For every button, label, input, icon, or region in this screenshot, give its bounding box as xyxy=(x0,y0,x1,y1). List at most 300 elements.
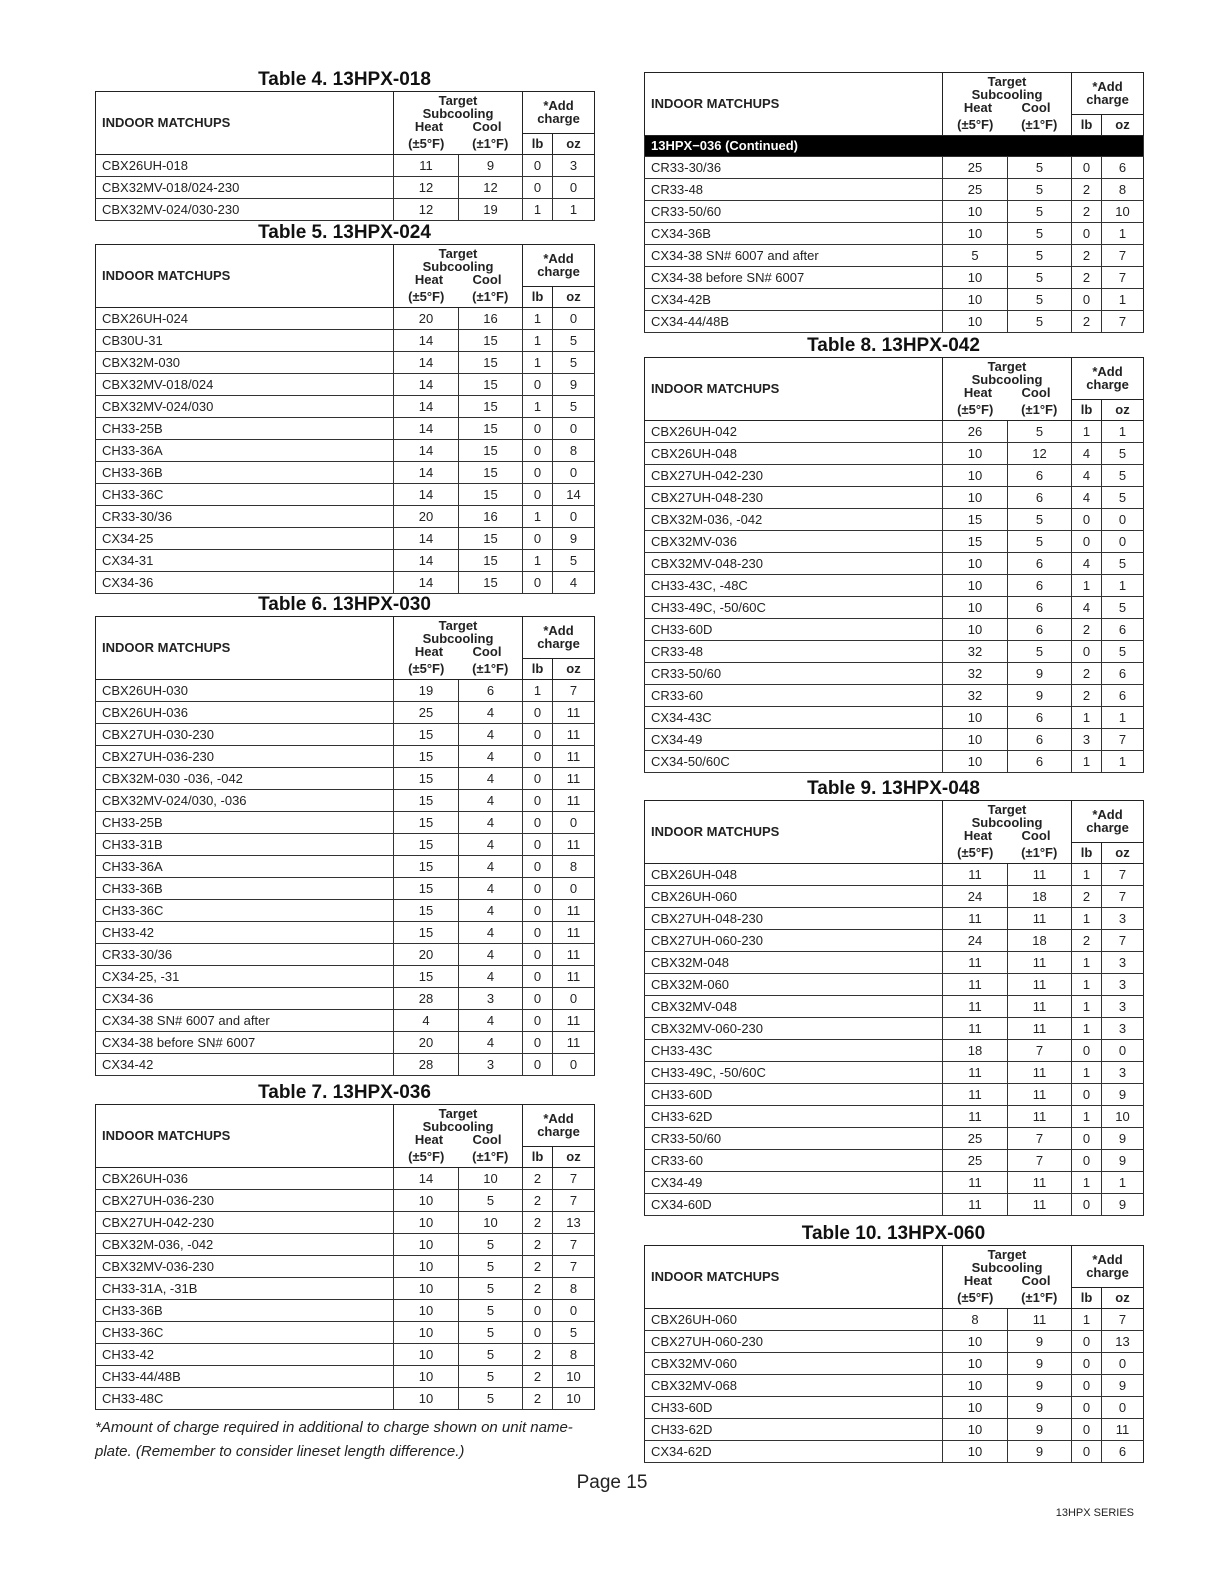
cool-subcooling: 4 xyxy=(459,789,523,811)
heat-subcooling: 14 xyxy=(394,571,459,593)
table-row xyxy=(645,1374,1144,1396)
table-row xyxy=(645,244,1144,266)
heat-subcooling: 10 xyxy=(943,200,1008,222)
cool-subcooling: 9 xyxy=(1008,1418,1072,1440)
charge-lb: 0 xyxy=(523,154,553,176)
table-row xyxy=(645,684,1144,706)
header-add: *Add xyxy=(1092,79,1123,95)
charge-lb: 1 xyxy=(1072,706,1102,728)
charge-lb: 1 xyxy=(1072,1171,1102,1193)
charge-lb: 1 xyxy=(523,307,553,329)
header-cool: Cool xyxy=(472,119,502,134)
charge-oz: 1 xyxy=(553,198,595,220)
table-row xyxy=(645,995,1144,1017)
header-indoor-matchups xyxy=(645,1246,943,1309)
table-row xyxy=(645,1440,1144,1462)
charge-lb: 1 xyxy=(1072,863,1102,885)
cool-subcooling: 5 xyxy=(1008,266,1072,288)
cool-subcooling: 15 xyxy=(459,373,523,395)
header-charge: charge xyxy=(1086,1265,1129,1281)
matchup-name: CBX26UH-042 xyxy=(645,420,943,442)
heat-subcooling: 20 xyxy=(394,943,459,965)
header-subcooling: Subcooling xyxy=(422,259,494,274)
heat-subcooling: 10 xyxy=(943,706,1008,728)
heat-subcooling: 14 xyxy=(394,373,459,395)
table-row xyxy=(645,640,1144,662)
header-heat: Heat xyxy=(963,828,993,843)
matchup-name: CBX32MV-060-230 xyxy=(645,1017,943,1039)
cool-subcooling: 15 xyxy=(459,527,523,549)
charge-oz: 10 xyxy=(1102,200,1144,222)
header-target: Target xyxy=(438,93,478,108)
cool-subcooling: 4 xyxy=(459,877,523,899)
charge-lb: 2 xyxy=(1072,662,1102,684)
matchup-name: CB30U-31 xyxy=(96,329,394,351)
table-title: Table 9. 13HPX-048 xyxy=(807,778,980,799)
matchup-name: CH33-48C xyxy=(96,1387,394,1409)
charge-lb: 2 xyxy=(1072,310,1102,332)
matchup-name: CH33-36B xyxy=(96,877,394,899)
cool-subcooling: 5 xyxy=(1008,156,1072,178)
charge-oz: 0 xyxy=(553,1053,595,1075)
charge-oz: 5 xyxy=(1102,464,1144,486)
charge-lb: 1 xyxy=(1072,907,1102,929)
charge-lb: 1 xyxy=(1072,973,1102,995)
matchup-name: CBX27UH-042-230 xyxy=(96,1211,394,1233)
heat-subcooling: 11 xyxy=(943,995,1008,1017)
cool-subcooling: 5 xyxy=(1008,288,1072,310)
charge-oz: 6 xyxy=(1102,156,1144,178)
charge-lb: 0 xyxy=(523,571,553,593)
heat-subcooling: 11 xyxy=(394,154,459,176)
charge-lb: 4 xyxy=(1072,596,1102,618)
header-heat-tol: (±5°F) xyxy=(408,288,445,304)
matchup-name: CH33-31A, -31B xyxy=(96,1277,394,1299)
table-6 xyxy=(95,594,594,1076)
matchup-name: CH33-60D xyxy=(645,1396,943,1418)
heat-subcooling: 15 xyxy=(394,877,459,899)
table-row xyxy=(96,1233,595,1255)
charge-oz: 8 xyxy=(1102,178,1144,200)
table-row xyxy=(96,1299,595,1321)
table-row xyxy=(96,154,595,176)
cool-subcooling: 5 xyxy=(459,1321,523,1343)
header-lb: lb xyxy=(531,661,544,676)
table-row xyxy=(645,618,1144,640)
charge-oz: 0 xyxy=(553,505,595,527)
heat-subcooling: 10 xyxy=(943,464,1008,486)
header-subcooling: Subcooling xyxy=(422,631,494,646)
heat-subcooling: 10 xyxy=(943,1374,1008,1396)
header-subcooling: Subcooling xyxy=(971,372,1043,387)
cool-subcooling: 5 xyxy=(1008,640,1072,662)
header-heat-tol: (±5°F) xyxy=(408,1148,445,1164)
cool-subcooling: 16 xyxy=(459,505,523,527)
matchup-name: CX34-38 before SN# 6007 xyxy=(645,266,943,288)
cool-subcooling: 12 xyxy=(1008,442,1072,464)
heat-subcooling: 32 xyxy=(943,684,1008,706)
header-cool: Cool xyxy=(1021,100,1051,115)
charge-oz: 6 xyxy=(1102,662,1144,684)
matchup-name: CBX32MV-060 xyxy=(645,1352,943,1374)
table-row xyxy=(96,1365,595,1387)
heat-subcooling: 10 xyxy=(943,618,1008,640)
header-heat: Heat xyxy=(963,100,993,115)
charge-lb: 1 xyxy=(523,679,553,701)
heat-subcooling: 11 xyxy=(943,907,1008,929)
matchup-table xyxy=(644,72,1144,333)
charge-oz: 5 xyxy=(553,1321,595,1343)
heat-subcooling: 10 xyxy=(943,552,1008,574)
charge-lb: 1 xyxy=(523,351,553,373)
cool-subcooling: 6 xyxy=(1008,728,1072,750)
charge-oz: 9 xyxy=(1102,1149,1144,1171)
table-row xyxy=(96,833,595,855)
matchup-name: CBX27UH-036-230 xyxy=(96,1189,394,1211)
header-charge: charge xyxy=(1086,92,1129,108)
matchup-name: CH33-25B xyxy=(96,811,394,833)
heat-subcooling: 10 xyxy=(394,1211,459,1233)
cool-subcooling: 15 xyxy=(459,417,523,439)
heat-subcooling: 10 xyxy=(394,1343,459,1365)
cool-subcooling: 5 xyxy=(459,1387,523,1409)
table-row xyxy=(96,1255,595,1277)
charge-lb: 0 xyxy=(523,483,553,505)
matchup-name: CR33-48 xyxy=(645,178,943,200)
table-row xyxy=(96,373,595,395)
heat-subcooling: 11 xyxy=(943,1083,1008,1105)
header-heat: Heat xyxy=(414,119,444,134)
header-indoor-matchups xyxy=(645,801,943,864)
charge-lb: 0 xyxy=(1072,640,1102,662)
header-charge: charge xyxy=(1086,377,1129,393)
matchup-name: CX34-36 xyxy=(96,987,394,1009)
charge-lb: 0 xyxy=(523,1321,553,1343)
header-oz: oz xyxy=(566,661,581,676)
charge-lb: 0 xyxy=(1072,1149,1102,1171)
heat-subcooling: 11 xyxy=(943,1193,1008,1215)
charge-lb: 0 xyxy=(523,877,553,899)
table-row xyxy=(645,156,1144,178)
table-10 xyxy=(644,1223,1143,1463)
cool-subcooling: 4 xyxy=(459,921,523,943)
cool-subcooling: 11 xyxy=(1008,1061,1072,1083)
cool-subcooling: 4 xyxy=(459,833,523,855)
cool-subcooling: 15 xyxy=(459,395,523,417)
header-target: Target xyxy=(438,618,478,633)
charge-lb: 0 xyxy=(523,1009,553,1031)
header-cool: Cool xyxy=(472,1132,502,1147)
table-row xyxy=(96,1053,595,1075)
cool-subcooling: 4 xyxy=(459,701,523,723)
header-indoor-matchups xyxy=(645,358,943,421)
charge-lb: 1 xyxy=(1072,1017,1102,1039)
charge-oz: 1 xyxy=(1102,706,1144,728)
matchup-name: CBX26UH-060 xyxy=(645,885,943,907)
matchup-name: CH33-36B xyxy=(96,1299,394,1321)
charge-lb: 2 xyxy=(1072,684,1102,706)
charge-oz: 11 xyxy=(553,833,595,855)
header-subcooling: Subcooling xyxy=(971,87,1043,102)
header-heat: Heat xyxy=(963,1273,993,1288)
charge-oz: 0 xyxy=(553,1299,595,1321)
charge-lb: 0 xyxy=(523,373,553,395)
charge-lb: 0 xyxy=(523,855,553,877)
heat-subcooling: 15 xyxy=(394,811,459,833)
matchup-name: CR33-30/36 xyxy=(96,943,394,965)
header-charge: charge xyxy=(537,264,580,280)
charge-lb: 0 xyxy=(1072,1083,1102,1105)
table-7 xyxy=(95,1082,594,1410)
table-row xyxy=(96,1321,595,1343)
table-4 xyxy=(95,69,594,221)
cool-subcooling: 4 xyxy=(459,943,523,965)
table-row xyxy=(645,1105,1144,1127)
heat-subcooling: 14 xyxy=(394,483,459,505)
table-row xyxy=(645,1083,1144,1105)
charge-oz: 8 xyxy=(553,439,595,461)
cool-subcooling: 5 xyxy=(459,1233,523,1255)
heat-subcooling: 14 xyxy=(394,527,459,549)
matchup-name: CH33-42 xyxy=(96,1343,394,1365)
table-row xyxy=(96,1211,595,1233)
charge-oz: 11 xyxy=(553,1009,595,1031)
charge-lb: 4 xyxy=(1072,442,1102,464)
matchup-name: CBX32M-030 xyxy=(96,351,394,373)
charge-oz: 0 xyxy=(553,461,595,483)
cool-subcooling: 7 xyxy=(1008,1127,1072,1149)
header-cool: Cool xyxy=(1021,828,1051,843)
header-charge: charge xyxy=(537,1124,580,1140)
table-9 xyxy=(644,778,1143,1216)
charge-oz: 5 xyxy=(553,549,595,571)
charge-lb: 0 xyxy=(1072,1352,1102,1374)
charge-lb: 0 xyxy=(523,789,553,811)
heat-subcooling: 25 xyxy=(943,1149,1008,1171)
charge-lb: 1 xyxy=(523,505,553,527)
table-row xyxy=(96,789,595,811)
charge-oz: 0 xyxy=(1102,530,1144,552)
cool-subcooling: 9 xyxy=(1008,1396,1072,1418)
cool-subcooling: 11 xyxy=(1008,1171,1072,1193)
matchup-name: CBX32M-036, -042 xyxy=(96,1233,394,1255)
matchup-name: CX34-36B xyxy=(645,222,943,244)
charge-oz: 0 xyxy=(1102,1039,1144,1061)
table-title: Table 8. 13HPX-042 xyxy=(807,335,980,356)
table-row xyxy=(645,1171,1144,1193)
charge-oz: 7 xyxy=(553,1255,595,1277)
charge-oz: 11 xyxy=(553,745,595,767)
header-heat-tol: (±5°F) xyxy=(957,844,994,860)
table-row xyxy=(645,420,1144,442)
table-row xyxy=(96,1387,595,1409)
charge-oz: 10 xyxy=(1102,1105,1144,1127)
header-cool-tol: (±1°F) xyxy=(472,660,509,676)
heat-subcooling: 10 xyxy=(943,1352,1008,1374)
charge-lb: 2 xyxy=(1072,244,1102,266)
matchup-name: CX34-62D xyxy=(645,1440,943,1462)
heat-subcooling: 14 xyxy=(394,1167,459,1189)
heat-subcooling: 10 xyxy=(943,222,1008,244)
matchup-name: CH33-62D xyxy=(645,1418,943,1440)
matchup-name: CBX32M-036, -042 xyxy=(645,508,943,530)
heat-subcooling: 10 xyxy=(394,1299,459,1321)
heat-subcooling: 25 xyxy=(943,178,1008,200)
header-cool: Cool xyxy=(472,272,502,287)
charge-lb: 0 xyxy=(523,943,553,965)
charge-oz: 7 xyxy=(553,1167,595,1189)
matchup-name: CH33-36C xyxy=(96,483,394,505)
matchup-table xyxy=(644,357,1144,773)
table-8 xyxy=(644,335,1143,773)
cool-subcooling: 6 xyxy=(1008,574,1072,596)
cool-subcooling: 15 xyxy=(459,549,523,571)
charge-lb: 0 xyxy=(1072,222,1102,244)
charge-lb: 0 xyxy=(523,921,553,943)
charge-lb: 1 xyxy=(1072,420,1102,442)
charge-lb: 0 xyxy=(523,1031,553,1053)
matchup-name: CBX26UH-030 xyxy=(96,679,394,701)
header-cool-tol: (±1°F) xyxy=(472,1148,509,1164)
charge-oz: 7 xyxy=(1102,885,1144,907)
matchup-name: CX34-25, -31 xyxy=(96,965,394,987)
matchup-table xyxy=(95,91,595,221)
table-row xyxy=(96,921,595,943)
heat-subcooling: 32 xyxy=(943,662,1008,684)
header-add: *Add xyxy=(543,98,574,114)
charge-oz: 5 xyxy=(553,395,595,417)
cool-subcooling: 6 xyxy=(1008,552,1072,574)
cool-subcooling: 9 xyxy=(1008,1352,1072,1374)
header-subcooling: Subcooling xyxy=(422,106,494,121)
heat-subcooling: 15 xyxy=(394,833,459,855)
charge-oz: 0 xyxy=(553,877,595,899)
footnote: *Amount of charge required in additional to charge shown on unit name-plate. (Remember to consider lineset length difference.) xyxy=(95,1419,573,1460)
matchup-name: CBX32MV-024/030 xyxy=(96,395,394,417)
cool-subcooling: 5 xyxy=(1008,508,1072,530)
header-cool: Cool xyxy=(1021,385,1051,400)
heat-subcooling: 28 xyxy=(394,1053,459,1075)
cool-subcooling: 5 xyxy=(459,1343,523,1365)
matchup-name: CX34-50/60C xyxy=(645,750,943,772)
cool-subcooling: 9 xyxy=(1008,684,1072,706)
heat-subcooling: 15 xyxy=(394,723,459,745)
cool-subcooling: 6 xyxy=(1008,464,1072,486)
heat-subcooling: 15 xyxy=(394,855,459,877)
charge-oz: 10 xyxy=(553,1387,595,1409)
header-lb: lb xyxy=(531,136,544,151)
cool-subcooling: 4 xyxy=(459,811,523,833)
heat-subcooling: 25 xyxy=(943,156,1008,178)
cool-subcooling: 6 xyxy=(1008,486,1072,508)
header-heat: Heat xyxy=(414,644,444,659)
charge-oz: 9 xyxy=(553,527,595,549)
charge-lb: 0 xyxy=(523,833,553,855)
heat-subcooling: 11 xyxy=(943,1017,1008,1039)
charge-lb: 1 xyxy=(1072,951,1102,973)
heat-subcooling: 10 xyxy=(943,596,1008,618)
table-row xyxy=(645,1061,1144,1083)
charge-oz: 7 xyxy=(1102,929,1144,951)
continued-banner: 13HPX−036 (Continued) xyxy=(645,135,1144,156)
matchup-name: CH33-36A xyxy=(96,439,394,461)
charge-oz: 0 xyxy=(553,987,595,1009)
table-row xyxy=(96,329,595,351)
matchup-name: CH33-36C xyxy=(96,899,394,921)
cool-subcooling: 9 xyxy=(1008,662,1072,684)
table-row xyxy=(645,310,1144,332)
table-row xyxy=(96,1343,595,1365)
heat-subcooling: 25 xyxy=(394,701,459,723)
cool-subcooling: 12 xyxy=(459,176,523,198)
header-add: *Add xyxy=(1092,807,1123,823)
matchup-name: CH33-43C xyxy=(645,1039,943,1061)
heat-subcooling: 10 xyxy=(943,1440,1008,1462)
heat-subcooling: 14 xyxy=(394,439,459,461)
matchup-name: CBX27UH-048-230 xyxy=(645,907,943,929)
table-row xyxy=(96,505,595,527)
heat-subcooling: 20 xyxy=(394,307,459,329)
heat-subcooling: 10 xyxy=(394,1255,459,1277)
cool-subcooling: 4 xyxy=(459,1031,523,1053)
header-cool-tol: (±1°F) xyxy=(1021,401,1058,417)
table-row xyxy=(96,767,595,789)
matchup-name: CX34-38 before SN# 6007 xyxy=(96,1031,394,1053)
header-cool: Cool xyxy=(472,644,502,659)
table-row xyxy=(96,549,595,571)
heat-subcooling: 10 xyxy=(943,574,1008,596)
header-add: *Add xyxy=(543,623,574,639)
charge-lb: 1 xyxy=(523,395,553,417)
matchup-name: CR33-48 xyxy=(645,640,943,662)
header-add: *Add xyxy=(543,1111,574,1127)
header-label: INDOOR MATCHUPS xyxy=(102,268,231,284)
cool-subcooling: 11 xyxy=(1008,907,1072,929)
cool-subcooling: 5 xyxy=(459,1299,523,1321)
table-row xyxy=(96,679,595,701)
cool-subcooling: 15 xyxy=(459,461,523,483)
header-cool-tol: (±1°F) xyxy=(472,288,509,304)
table-row xyxy=(645,288,1144,310)
header-heat: Heat xyxy=(963,385,993,400)
heat-subcooling: 32 xyxy=(943,640,1008,662)
matchup-name: CBX32M-060 xyxy=(645,973,943,995)
matchup-name: CX34-42 xyxy=(96,1053,394,1075)
charge-oz: 5 xyxy=(1102,640,1144,662)
cool-subcooling: 9 xyxy=(1008,1440,1072,1462)
charge-lb: 4 xyxy=(1072,464,1102,486)
matchup-name: CX34-36 xyxy=(96,571,394,593)
matchup-name: CX34-31 xyxy=(96,549,394,571)
charge-lb: 0 xyxy=(1072,1418,1102,1440)
matchup-name: CBX26UH-036 xyxy=(96,1167,394,1189)
charge-oz: 1 xyxy=(1102,1171,1144,1193)
header-label: INDOOR MATCHUPS xyxy=(651,824,780,840)
header-indoor-matchups xyxy=(96,617,394,680)
table-row xyxy=(645,508,1144,530)
charge-oz: 0 xyxy=(1102,1396,1144,1418)
heat-subcooling: 8 xyxy=(943,1308,1008,1330)
header-target: Target xyxy=(987,359,1027,374)
charge-oz: 9 xyxy=(1102,1083,1144,1105)
heat-subcooling: 28 xyxy=(394,987,459,1009)
charge-oz: 11 xyxy=(553,789,595,811)
charge-lb: 4 xyxy=(1072,552,1102,574)
heat-subcooling: 15 xyxy=(943,530,1008,552)
charge-lb: 3 xyxy=(1072,728,1102,750)
charge-oz: 0 xyxy=(553,417,595,439)
header-charge: charge xyxy=(537,636,580,652)
